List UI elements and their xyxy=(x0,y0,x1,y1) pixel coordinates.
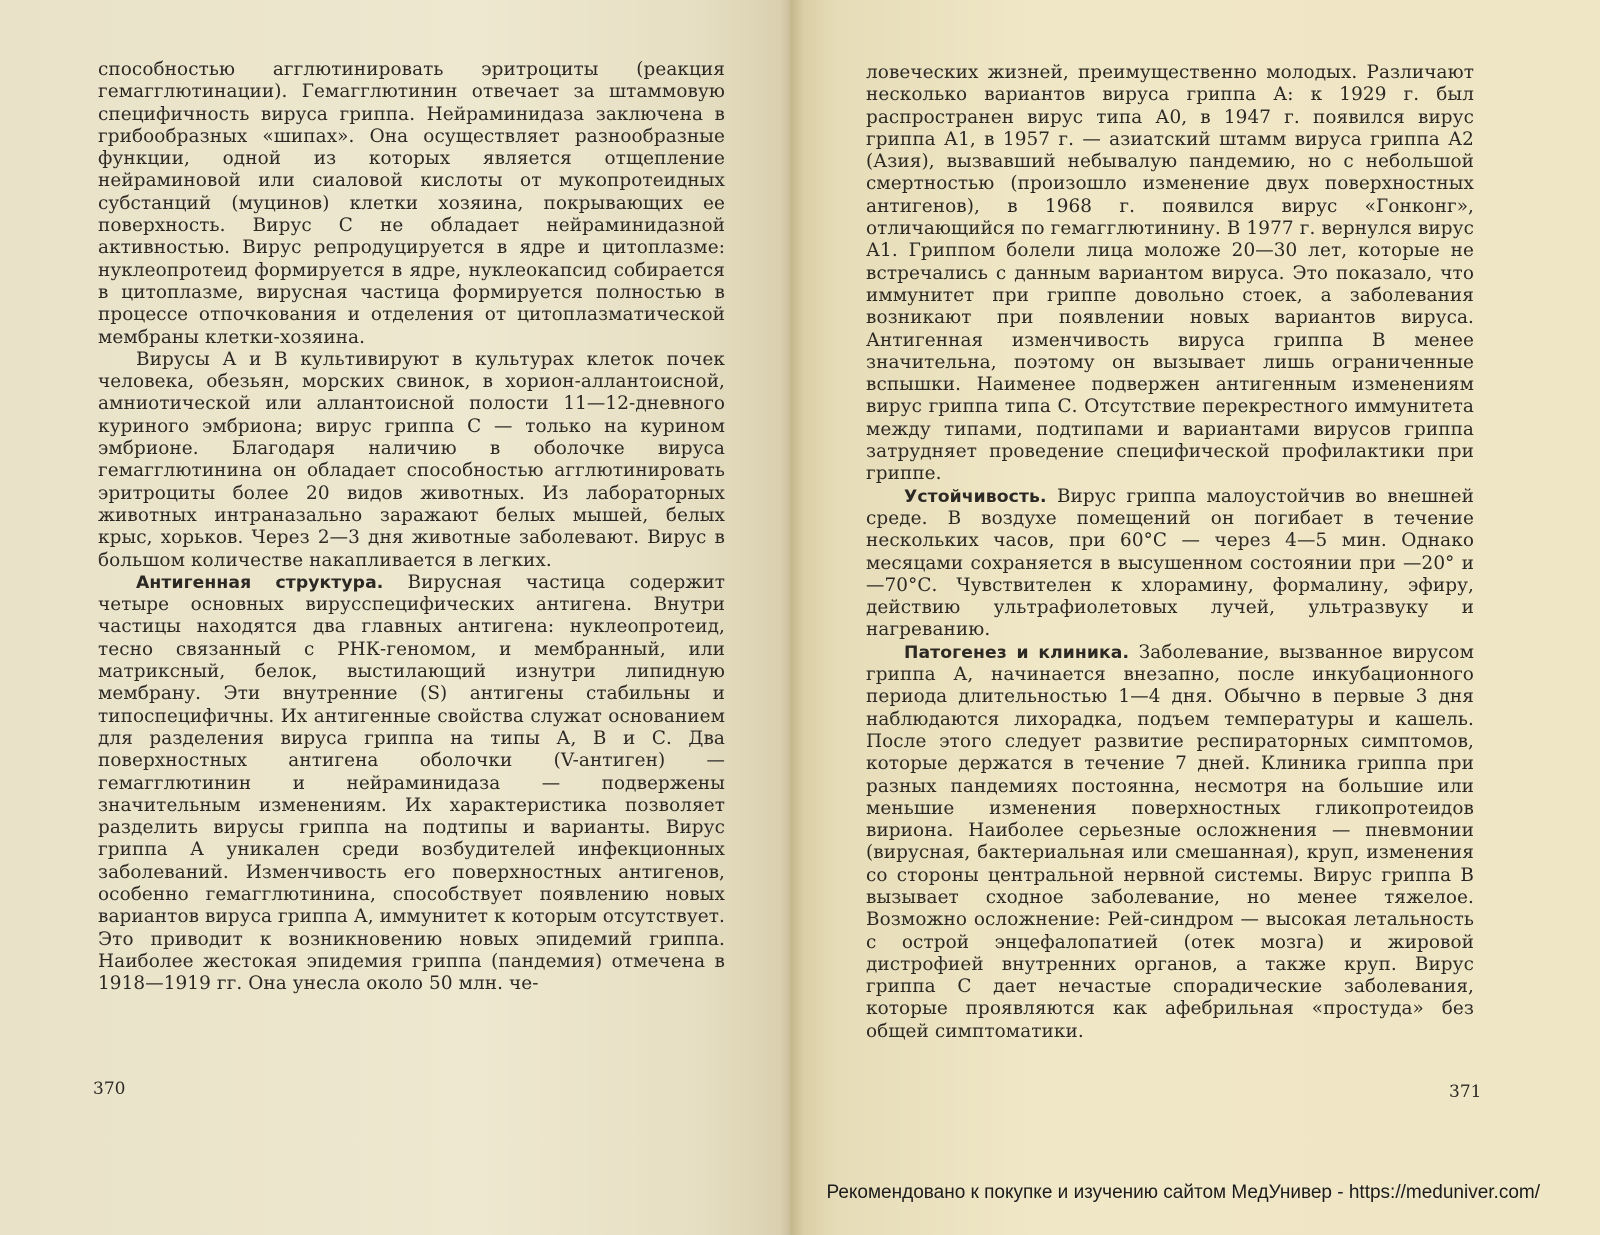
paragraph xyxy=(98,572,725,996)
left-page-text xyxy=(98,59,725,995)
paragraph xyxy=(98,59,725,349)
watermark-link[interactable]: Рекомендовано к покупке и изучению сайтом МедУнивер - https://meduniver.com/ xyxy=(826,1182,1540,1203)
paragraph-heading: Устойчивость. xyxy=(904,486,1047,507)
right-page-text xyxy=(866,62,1474,1043)
paragraph xyxy=(98,349,725,572)
right-page xyxy=(790,0,1600,1235)
paragraph xyxy=(866,642,1474,1043)
paragraph-text: Вирусы А и В культивируют в культурах клеток почек человека, обезьян, морских свинок, в хорион-аллантоисной, амниотической или аллантоисной полости 11—12-дневного куриного эмбриона; вирус гриппа С — только на курином эмбрионе. Благодаря наличию в оболочке вируса гемагглютинина он обладает способностью агглютинировать эритроциты более 20 видов животных. Из лабораторных животных интраназально заражают белых мышей, белых крыс, хорьков. Через 2—3 дня животные заболевают. Вирус в большом количестве накапливается в легких. xyxy=(98,348,725,571)
paragraph-heading: Патогенез и клиника. xyxy=(904,642,1130,663)
page-number: 371 xyxy=(1449,1082,1482,1102)
paragraph-text: Вирус гриппа малоустойчив во внешней среде. В воздухе помещений он погибает в течение нескольких часов, при 60°С — через 4—5 мин. Однако месяцами сохраняется в высушенном состоянии при —20° и —70°С. Чувствителен к хлорамину, формалину, эфиру, действию ультрафиолетовых лучей, ультразвуку и нагреванию. xyxy=(866,485,1474,641)
left-page xyxy=(0,0,790,1235)
paragraph-text: Вирусная частица содержит четыре основных вирусспецифических антигена. Внутри частицы находятся два главных антигена: нуклеопротеид, тесно связанный с РНК-геномом, и мембранный, или матриксный, белок, выстилающий изнутри липидную мембрану. Эти внутренние (S) антигены стабильны и типоспецифичны. Их антигенные свойства служат основанием для разделения вируса гриппа на типы А, В и С. Два поверхностных антигена оболочки (V-антиген) — гемагглютинин и нейраминидаза — подвержены значительным изменениям. Их характеристика позволяет разделить вирусы гриппа на подтипы и варианты. Вирус гриппа А уникален среди возбудителей инфекционных заболеваний. Изменчивость его поверхностных антигенов, особенно гемагглютинина, способствует появлению новых вариантов вируса гриппа А, иммунитет к которым отсутствует. Это приводит к возникновению новых эпидемий гриппа. Наиболее жестокая эпидемия гриппа (пандемия) отмечена в 1918—1919 гг. Она унесла около 50 млн. че- xyxy=(98,571,725,995)
book-gutter xyxy=(780,0,804,1235)
page-number: 370 xyxy=(93,1079,126,1099)
paragraph-text: способностью агглютинировать эритроциты (реакция гемагглютинации). Гемагглютинин отвечает за штаммовую специфичность вируса гриппа. Нейраминидаза заключена в грибообразных «шипах». Она осуществляет разнообразные функции, одной из которых является отщепление нейраминовой или сиаловой кислоты от мукопротеидных субстанций (муцинов) клетки хозяина, покрывающих ее поверхность. Вирус С не обладает нейраминидазной активностью. Вирус репродуцируется в ядре и цитоплазме: нуклеопротеид формируется в ядре, нуклеокапсид собирается в цитоплазме, вирусная частица формируется полностью в процессе отпочкования и отделения от цитоплазматической мембраны клетки-хозяина. xyxy=(98,59,725,348)
paragraph-text: ловеческих жизней, преимущественно молодых. Различают несколько вариантов вируса гриппа А: к 1929 г. был распространен вирус типа А0, в 1947 г. появился вирус гриппа А1, в 1957 г. — азиатский штамм вируса гриппа А2 (Азия), вызвавший небывалую пандемию, но с небольшой смертностью (произошло изменение двух поверхностных антигенов), в 1968 г. появился вирус «Гонконг», отличающийся по гемагглютинину. В 1977 г. вернулся вирус А1. Гриппом болели лица моложе 20—30 лет, которые не встречались с данным вариантом вируса. Это показало, что иммунитет при гриппе довольно стоек, а заболевания возникают при появлении новых вариантов вируса. Антигенная изменчивость вируса гриппа В менее значительна, поэтому он вызывает лишь ограниченные вспышки. Наименее подвержен антигенным изменениям вирус гриппа типа С. Отсутствие перекрестного иммунитета между типами, подтипами и вариантами вирусов гриппа затрудняет проведение специфической профилактики при гриппе. xyxy=(866,62,1474,485)
paragraph-heading: Антигенная структура. xyxy=(136,572,384,593)
paragraph xyxy=(866,486,1474,642)
paragraph xyxy=(866,62,1474,486)
paragraph-text: Заболевание, вызванное вирусом гриппа А, начинается внезапно, после инкубационного периода длительностью 1—4 дня. Обычно в первые 3 дня наблюдаются лихорадка, подъем температуры и кашель. После этого следует развитие респираторных симптомов, которые держатся в течение 7 дней. Клиника гриппа при разных пандемиях постоянна, несмотря на большие или меньшие изменения поверхностных гликопротеидов вириона. Наиболее серьезные осложнения — пневмонии (вирусная, бактериальная или смешанная), круп, изменения со стороны центральной нервной системы. Вирус гриппа В вызывает сходное заболевание, но менее тяжелое. Возможно осложнение: Рей-синдром — высокая летальность с острой энцефалопатией (отек мозга) и жировой дистрофией внутренних органов, а также круп. Вирус гриппа С дает нечастые спорадические заболевания, которые проявляются как афебрильная «простуда» без общей симптоматики. xyxy=(866,641,1474,1042)
